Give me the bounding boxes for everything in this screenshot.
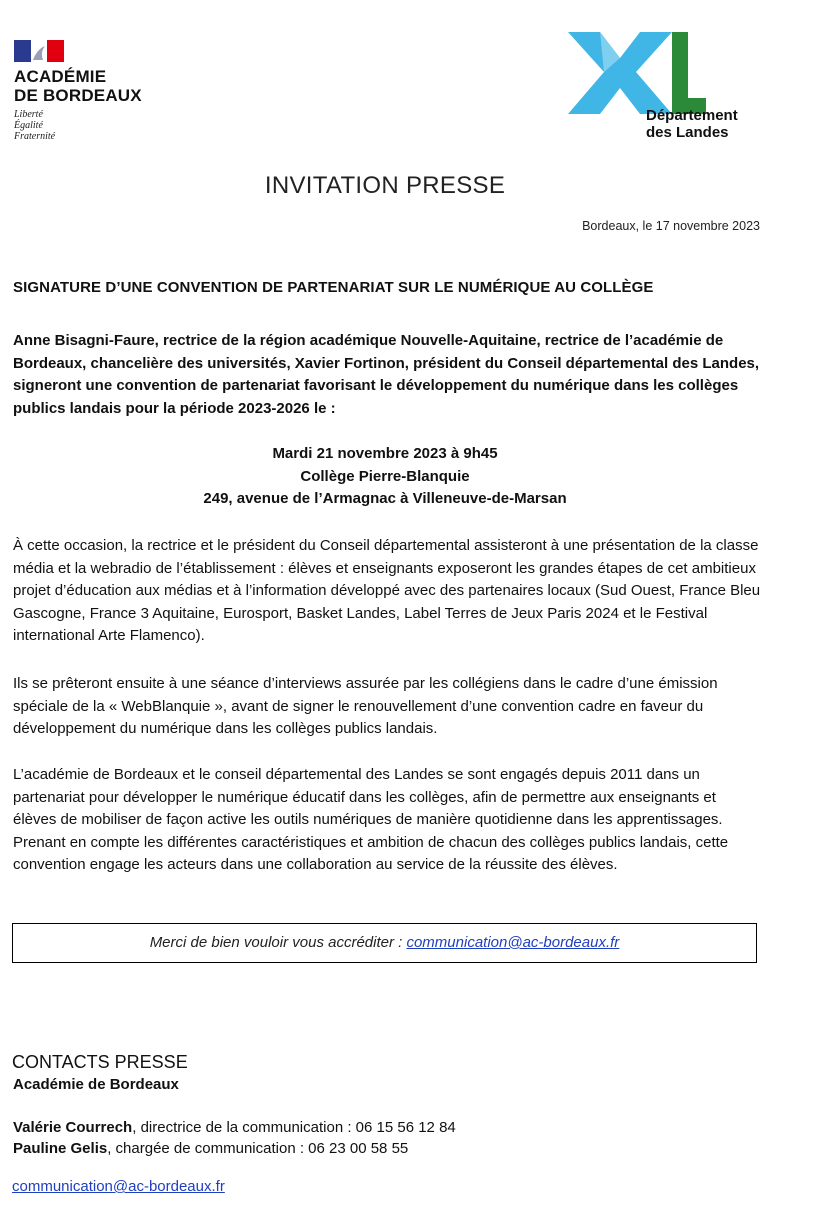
contact-email-link[interactable]: communication@ac-bordeaux.fr: [12, 1178, 225, 1195]
accreditation-email-link[interactable]: communication@ac-bordeaux.fr: [406, 934, 620, 951]
landes-name: Département des Landes: [646, 107, 738, 141]
date-line: Bordeaux, le 17 novembre 2023: [582, 219, 760, 233]
paragraph-2: Ils se prêteront ensuite à une séance d’interviews assurée par les collégiens dans le cadre d’une émission spéciale de la « WebBlanquie », avant de signer le renouvellement d’une convention cadre en faveur du développement du numérique dans les collèges publics landais.: [13, 675, 718, 738]
page-title: INVITATION PRESSE: [264, 172, 506, 199]
paragraph-1: À cette occasion, la rectrice et le président du Conseil départemental assisteront à une présentation de la classe média et la webradio de l’établissement : élèves et enseignants exposeront les grandes étapes de cet ambitieux projet d’éducation aux médias et à l’information développé avec des partenaires locaux (Sud Ouest, France Bleu Gascogne, France 3 Aquitaine, Eurosport, Basket Landes, Label Terres de Jeux Paris 2024 et le Festival international Arte Flamenco).: [13, 537, 761, 645]
contacts-title: CONTACTS PRESSE: [12, 1052, 188, 1072]
press-heading: SIGNATURE D’UNE CONVENTION DE PARTENARIAT SUR LE NUMÉRIQUE AU COLLÈGE: [13, 279, 654, 296]
republic-motto: Liberté Égalité Fraternité: [14, 109, 56, 142]
contact-name: Pauline Gelis: [13, 1140, 108, 1157]
academie-logo: [14, 40, 174, 142]
contact-line: [13, 1140, 408, 1157]
contact-role: , chargée de communication : 06 23 00 58 55: [107, 1140, 409, 1157]
event-address: 249, avenue de l’Armagnac à Villeneuve-de-Marsan: [203, 490, 567, 508]
contacts-org: Académie de Bordeaux: [13, 1076, 179, 1093]
contact-line: [13, 1119, 456, 1136]
accreditation-box: [12, 923, 757, 963]
academie-name: ACADÉMIE DE BORDEAUX: [14, 67, 142, 105]
event-datetime: Mardi 21 novembre 2023 à 9h45: [272, 445, 498, 462]
marianne-flag-icon: [14, 40, 64, 62]
accreditation-text: Merci de bien vouloir vous accréditer :: [149, 934, 407, 951]
paragraph-3: L’académie de Bordeaux et le conseil départemental des Landes se sont engagés depuis 2011 dans un partenariat pour développer le numérique éducatif dans les collèges, afin de permettre aux enseignants et élèves de mobiliser de façon active les outils numériques de manière quotidienne dans les apprentissages. Prenant en compte les différentes caractéristiques et ambition de chacun des collèges publics landais, cette convention engage les acteurs dans une collaboration au service de la réussite des élèves.: [13, 766, 729, 874]
contact-name: Valérie Courrech: [13, 1119, 133, 1136]
contact-role: , directrice de la communication : 06 15 56 12 84: [132, 1119, 456, 1136]
intro-paragraph: Anne Bisagni-Faure, rectrice de la région académique Nouvelle-Aquitaine, rectrice de l’académie de Bordeaux, chancelière des universités, Xavier Fortinon, président du Conseil départemental des Landes, signeront une convention de partenariat favorisant le développement du numérique dans les collèges publics landais pour la période 2023-2026 le :: [13, 332, 760, 417]
event-place: Collège Pierre-Blanquie: [300, 467, 470, 485]
event-details: [0, 443, 770, 511]
